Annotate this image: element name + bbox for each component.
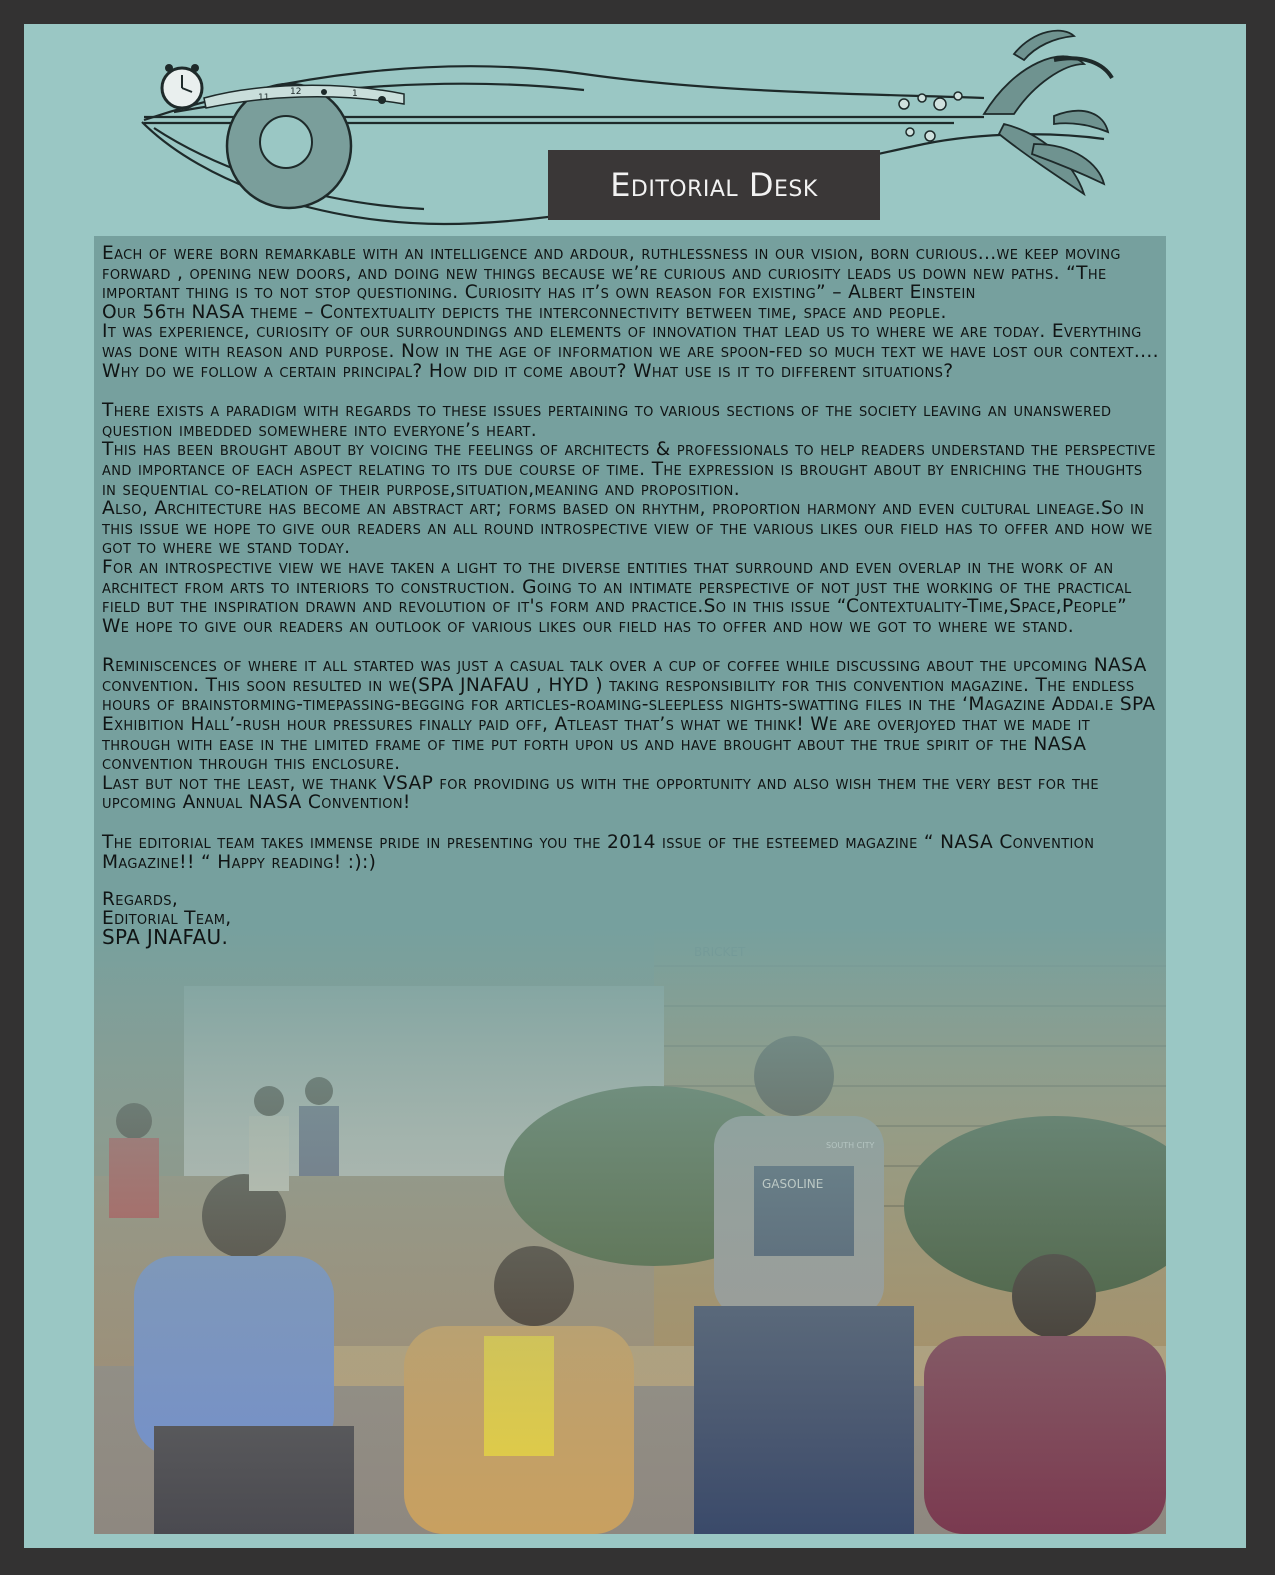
group-photo (94, 926, 1166, 1534)
content-panel (94, 236, 1166, 1534)
signoff (102, 889, 1160, 950)
clock-number-12: 12 (290, 87, 302, 97)
clock-icon (162, 64, 202, 108)
paragraph-voicing: This has been brought about by voicing the feelings of architects & professionals to help readers understand the perspective and importance of each aspect relating to its due course of time. The expression is brought about by enriching the thoughts in sequential co-relation of their purpose,situation,meaning and proposition. (102, 439, 1156, 500)
signoff-institution: SPA JNAFAU. (102, 925, 229, 950)
paragraph-thanks: Last but not the least, we thank VSAP for providing us with the opportunity and also wish them the very best for the upcoming Annual NASA Convention! (102, 772, 1099, 814)
paragraph-paradigm: There exists a paradigm with regards to these issues pertaining to various sections of the society leaving an unanswered question imbedded somewhere into everyone’s heart. (102, 400, 1112, 441)
eye-pupil (260, 116, 312, 168)
clock-number-11: 11 (258, 93, 270, 103)
paragraph-theme: Our 56th NASA theme – Contextuality depicts the interconnectivity between time, space and people. (102, 301, 947, 323)
clock-number-1: 1 (352, 89, 358, 99)
paragraph-introspective: For an introspective view we have taken a light to the diverse entities that surround and even overlap in the work of an architect from arts to interiors to construction. Going to an intimate perspective of not just the working of the practical field but the inspiration drawn and revolution of it's form and practice.So in this issue “Contextuality-Time,Space,People” We hope to give our readers an outlook of various likes our field has to offer and how we got to where we stand. (102, 556, 1132, 637)
signoff-team: Editorial Team, (102, 908, 232, 930)
leaf-flourish (984, 31, 1108, 194)
signoff-regards: Regards, (102, 889, 179, 911)
paragraph-intro: Each of were born remarkable with an intelligence and ardour, ruthlessness in our vision, born curious...we keep moving forward , opening new doors, and doing new things because we’re curious and curiosity leads us down new paths. “The important thing is to not stop questioning. Curiosity has it’s own reason for existing” – Albert Einstein (102, 243, 1121, 304)
paragraph-experience: It was experience, curiosity of our surroundings and elements of innovation that lead us to where we are today. Everything was done with reason and purpose. Now in the age of information we are spoon-fed so much text we have lost our context.... Why do we follow a certain principal? How did it come about? What use is it to different situations? (102, 321, 1159, 382)
paragraph-architecture: Also, Architecture has become an abstract art; forms based on rhythm, proportion harmony and even cultural lineage.So in this issue we hope to give our readers an all round introspective view of the various likes our field has to offer and how we got to where we stand today. (102, 498, 1153, 559)
editorial-page (24, 24, 1246, 1548)
page-title: Editorial Desk (610, 166, 818, 204)
paragraph-pride: The editorial team takes immense pride in presenting you the 2014 issue of the esteemed magazine “ NASA Convention Magazine!! “ Happy reading! :):) (102, 832, 1095, 873)
editorial-title-banner (548, 150, 880, 220)
paragraph-reminiscences: Reminiscences of where it all started was just a casual talk over a cup of coffee while discussing about the upcoming NASA convention. This soon resulted in we(SPA JNAFAU , HYD ) taking responsibility for this convention magazine. The endless hours of brainstorming-timepassing-begging for articles-roaming-sleepless nights-swatting files in the ‘Magazine Addai.e SPA Exhibition Hall’-rush hour pressures finally paid off, Atleast that’s what we think! We are overjoyed that we made it through with ease in the limited frame of time put forth upon us and have brought about the true spirit of the NASA convention through this enclosure. (102, 655, 1156, 775)
editorial-text (102, 243, 1160, 950)
